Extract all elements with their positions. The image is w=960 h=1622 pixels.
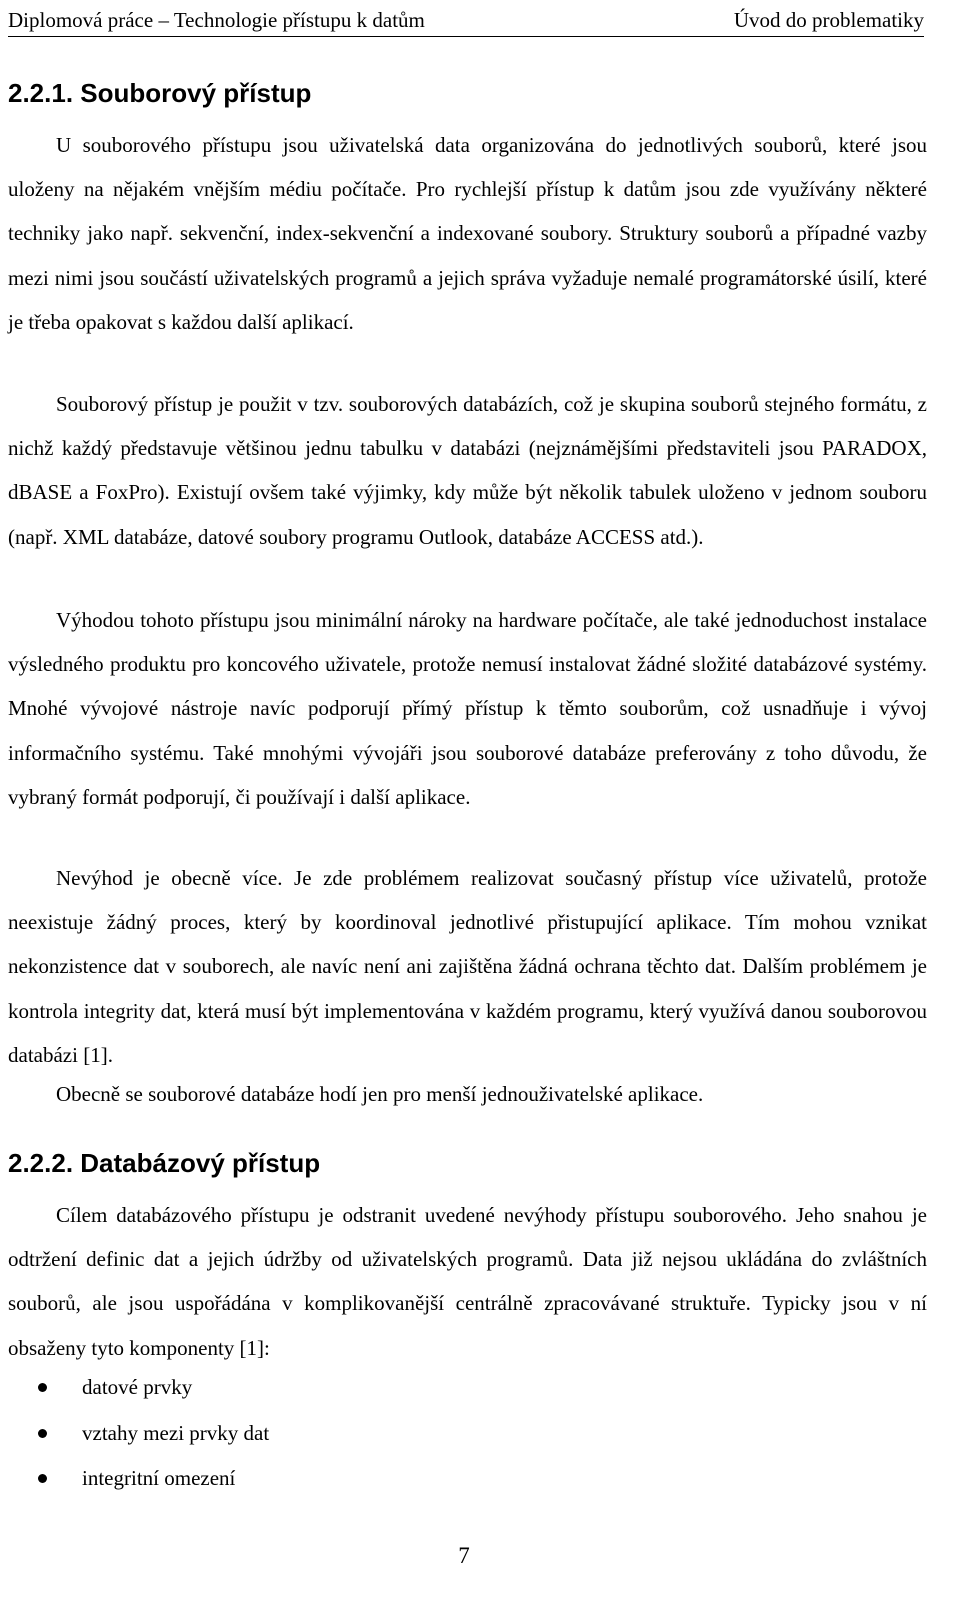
paragraph: Výhodou tohoto přístupu jsou minimální nároky na hardware počítače, ale také jednoduchost instalace výsledného produktu pro koncového uživatele, protože nemusí instalovat žádné složité databázové systémy. Mnohé vývojové nástroje navíc podporují přímý přístup k těmto souborům, což usnadňuje i vývoj informačního systému. Také mnohými vývojáři jsou souborové databáze preferovány z toho důvodu, že vybraný formát podporují, či používají i další aplikace.	[8, 608, 927, 809]
bullet-icon	[38, 1429, 47, 1438]
paragraph: Nevýhod je obecně více. Je zde problémem realizovat současný přístup více uživatelů, protože neexistuje žádný proces, který by koordinoval jednotlivé přistupující aplikace. Tím mohou vznikat nekonzistence dat v souborech, ale navíc není ani zajištěna žádná ochrana těchto dat. Dalším problémem je kontrola integrity dat, která musí být implementována v každém programu, který využívá danou souborovou databázi [1].	[8, 866, 927, 1067]
bullet-icon	[38, 1474, 47, 1483]
header-rule	[8, 36, 924, 37]
bullet-icon	[38, 1383, 47, 1392]
section-title: 2.2.1. Souborový přístup	[8, 78, 312, 108]
header-left: Diplomová práce – Technologie přístupu k datům	[8, 8, 425, 32]
page-header	[8, 3, 924, 33]
page-number: 7	[458, 1543, 470, 1568]
paragraph: Souborový přístup je použit v tzv. souborových databázích, což je skupina souborů stejného formátu, z nichž každý představuje většinou jednu tabulku v databázi (nejznámějšími představiteli jsou PARADOX, dBASE a FoxPro). Existují ovšem také výjimky, kdy může být několik tabulek uloženo v jednom souboru (např. XML databáze, datové soubory programu Outlook, databáze ACCESS atd.).	[8, 392, 927, 549]
paragraph: Cílem databázového přístupu je odstranit uvedené nevýhody přístupu souborového. Jeho snahou je odtržení definic dat a jejich údržby od uživatelských programů. Data již nejsou ukládána do zvláštních souborů, ale jsou uspořádána v komplikovanější centrálně zpracovávané struktuře. Typicky jsou v ní obsaženy tyto komponenty [1]:	[8, 1203, 927, 1360]
section-title: 2.2.2. Databázový přístup	[8, 1148, 321, 1178]
paragraph: Obecně se souborové databáze hodí jen pro menší jednouživatelské aplikace.	[56, 1082, 704, 1106]
paragraph: U souborového přístupu jsou uživatelská data organizována do jednotlivých souborů, které jsou uloženy na nějakém vnějším médiu počítače. Pro rychlejší přístup k datům jsou zde využívány některé techniky jako např. sekvenční, index-sekvenční a indexované soubory. Struktury souborů a případné vazby mezi nimi jsou součástí uživatelských programů a jejich správa vyžaduje nemalé programátorské úsilí, které je třeba opakovat s každou další aplikací.	[8, 133, 927, 334]
header-right: Úvod do problematiky	[733, 8, 924, 32]
